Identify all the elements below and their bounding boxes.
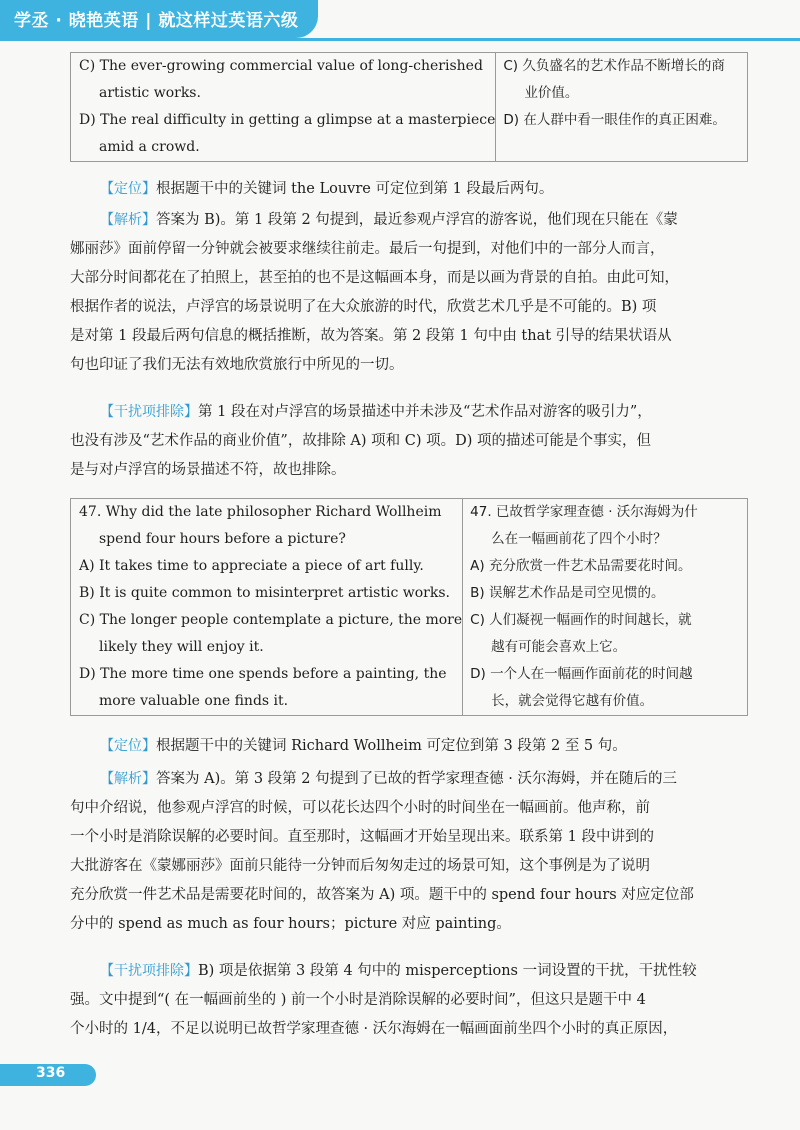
question-47-zh-option-c-line-1: C) 人们凝视一幅画作的时间越长，就: [470, 612, 692, 628]
question-47-zh-stem-line-1: 47. 已故哲学家理查德 · 沃尔海姆为什: [470, 504, 698, 520]
chinese-options-cell: [496, 53, 748, 162]
locate-tag: 【定位】: [100, 738, 156, 754]
distractor-tag: 【干扰项排除】: [100, 963, 198, 979]
page-number: 336: [36, 1065, 66, 1081]
header-rule: [0, 38, 800, 41]
question-47-option-b: B) It is quite common to misinterpret artistic works.: [79, 585, 450, 601]
question-47-zh-option-c-line-2: 越有可能会喜欢上它。: [491, 639, 627, 655]
analysis-line: 分中的 spend as much as four hours；picture 对应 painting。: [70, 916, 511, 932]
question-47-option-a: A) It takes time to appreciate a piece of art fully.: [79, 558, 424, 574]
question-47-stem-line-1: 47. Why did the late philosopher Richard Wollheim: [79, 504, 442, 520]
question-47-table: [70, 498, 748, 716]
question-47-option-c-line-2: likely they will enjoy it.: [99, 639, 264, 655]
option-d-line-2: amid a crowd.: [99, 139, 200, 155]
option-c-line-2: artistic works.: [99, 85, 201, 101]
question-47-english-cell: [71, 499, 463, 716]
locate-tag: 【定位】: [100, 181, 156, 197]
distractor-tag: 【干扰项排除】: [100, 404, 198, 420]
distractor-paragraph-47: [70, 957, 745, 1044]
distractor-line: 【干扰项排除】B) 项是依据第 3 段第 4 句中的 misperceptions 一词设置的干扰，干扰性较: [100, 963, 697, 979]
question-47-stem-line-2: spend four hours before a picture?: [99, 531, 346, 547]
distractor-line: 也没有涉及“艺术作品的商业价值”，故排除 A) 项和 C) 项。D) 项的描述可能是个事实，但: [70, 433, 652, 449]
analysis-line: 大部分时间都花在了拍照上，甚至拍的也不是这幅画本身，而是以画为背景的自拍。由此可知，: [70, 270, 679, 286]
english-options-cell: [71, 53, 496, 162]
analysis-line: 【解析】答案为 A)。第 3 段第 2 句提到了已故的哲学家理查德 · 沃尔海姆，并在随后的三: [100, 771, 677, 787]
locate-paragraph-46: [70, 175, 745, 204]
question-47-zh-option-d-line-2: 长，就会觉得它越有价值。: [491, 693, 654, 709]
analysis-line: 句中介绍说，他参观卢浮宫的时候，可以花长达四个小时的时间坐在一幅画前。他声称，前: [70, 800, 650, 816]
locate-paragraph-47: [70, 732, 745, 761]
analysis-line: 句也印证了我们无法有效地欣赏旅行中所见的一切。: [70, 357, 404, 373]
question-47-option-d-line-1: D) The more time one spends before a painting, the: [79, 666, 447, 682]
analysis-paragraph-46: [70, 206, 745, 380]
question-47-option-d-line-2: more valuable one finds it.: [99, 693, 289, 709]
distractor-line: 强。文中提到“( 在一幅画前坐的 ) 前一个小时是消除误解的必要时间”，但这只是题干中 4: [70, 992, 646, 1008]
analysis-line: 一个小时是消除误解的必要时间。直至那时，这幅画才开始呈现出来。联系第 1 段中讲到的: [70, 829, 654, 845]
analysis-tag: 【解析】: [100, 771, 156, 787]
question-47-option-c-line-1: C) The longer people contemplate a picture, the more: [79, 612, 463, 628]
distractor-line: 【干扰项排除】第 1 段在对卢浮宫的场景描述中并未涉及“艺术作品对游客的吸引力”，: [100, 404, 652, 420]
book-title: 学丞 · 晓艳英语 | 就这样过英语六级: [14, 11, 299, 31]
distractor-line: 是与对卢浮宫的场景描述不符，故也排除。: [70, 462, 346, 478]
analysis-line: 娜丽莎》面前停留一分钟就会被要求继续往前走。最后一句提到，对他们中的一部分人而言，: [70, 241, 665, 257]
option-c-zh-line-2: 业价值。: [524, 85, 579, 101]
option-d-line-1: D) The real difficulty in getting a glimpse at a masterpiece: [79, 112, 496, 128]
question-47-chinese-cell: [463, 499, 748, 716]
options-table-continued: [70, 52, 748, 162]
option-c-zh-line-1: C) 久负盛名的艺术作品不断增长的商: [503, 58, 725, 74]
analysis-line: 是对第 1 段最后两句信息的概括推断，故为答案。第 2 段第 1 句中由 that 引导的结果状语从: [70, 328, 672, 344]
question-47-zh-option-d-line-1: D) 一个人在一幅画作面前花的时间越: [470, 666, 693, 682]
option-d-zh-line-1: D) 在人群中看一眼佳作的真正困难。: [503, 112, 726, 128]
locate-line: 【定位】根据题干中的关键词 Richard Wollheim 可定位到第 3 段第 2 至 5 句。: [100, 738, 627, 754]
analysis-paragraph-47: [70, 765, 745, 939]
question-47-zh-option-a: A) 充分欣赏一件艺术品需要花时间。: [470, 558, 692, 574]
distractor-line: 个小时的 1/4，不足以说明已故哲学家理查德 · 沃尔海姆在一幅画面前坐四个小时的真正原因，: [70, 1021, 678, 1037]
question-47-zh-option-b: B) 误解艺术作品是司空见惯的。: [470, 585, 665, 601]
option-c-line-1: C) The ever-growing commercial value of long-cherished: [79, 58, 483, 74]
analysis-line: 根据作者的说法，卢浮宫的场景说明了在大众旅游的时代，欣赏艺术几乎是不可能的。B) 项: [70, 299, 657, 315]
distractor-paragraph-46: [70, 398, 745, 485]
locate-line: 【定位】根据题干中的关键词 the Louvre 可定位到第 1 段最后两句。: [100, 181, 554, 197]
header-banner: [0, 0, 318, 38]
analysis-line: 大批游客在《蒙娜丽莎》面前只能待一分钟而后匆匆走过的场景可知，这个事例是为了说明: [70, 858, 650, 874]
analysis-line: 【解析】答案为 B)。第 1 段第 2 句提到，最近参观卢浮宫的游客说，他们现在只能在《蒙: [100, 212, 678, 228]
analysis-line: 充分欣赏一件艺术品是需要花时间的，故答案为 A) 项。题干中的 spend four hours 对应定位部: [70, 887, 694, 903]
analysis-tag: 【解析】: [100, 212, 156, 228]
question-47-zh-stem-line-2: 么在一幅画前花了四个小时？: [491, 531, 667, 547]
